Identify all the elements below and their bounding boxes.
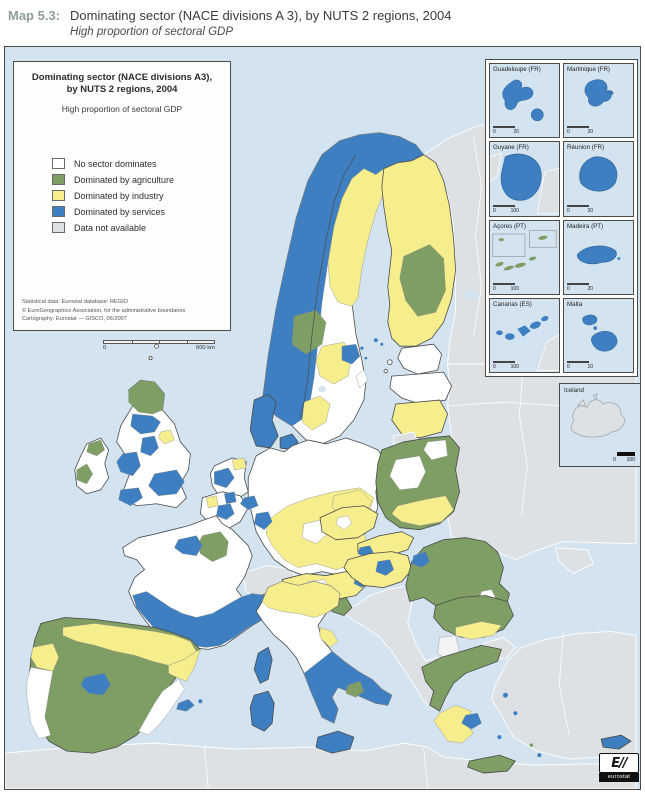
title-block xyxy=(70,8,452,38)
aland-1 xyxy=(374,338,378,342)
inset-label: Martinique (FR) xyxy=(567,66,610,73)
inset-label: Guyane (FR) xyxy=(493,144,529,152)
legend-title-line1: Dominating sector (NACE divisions A3), xyxy=(31,72,213,83)
page-title: Dominating sector (NACE divisions A 3), by NUTS 2 regions, 2004 xyxy=(70,8,452,23)
credit-line-3: Cartography: Eurostat — GISCO, 06/2007 xyxy=(22,316,127,323)
inset-martinique xyxy=(563,63,634,138)
credit-line-2: © EuroGeographics Association, for the administrative boundaries xyxy=(22,307,186,314)
inset-iceland xyxy=(559,383,641,467)
credit-line-1: Statistical data: Eurostat database: REGIO xyxy=(22,299,129,306)
eurostat-logo-glyph-box xyxy=(599,753,639,773)
inset-label: Réunion (FR) xyxy=(567,144,605,152)
legend-items xyxy=(52,156,222,236)
inset-scale: 0 20 xyxy=(567,205,593,214)
page-subtitle: High proportion of sectoral GDP xyxy=(70,26,234,38)
inset-reunion xyxy=(563,141,634,216)
map-number: Map 5.3: xyxy=(8,8,61,23)
inset-malta xyxy=(563,298,634,373)
region-lithuania xyxy=(392,400,448,438)
inset-guadeloupe xyxy=(489,63,560,138)
estonia-island-1 xyxy=(387,360,392,365)
swatch-no-sector xyxy=(52,158,65,169)
balearics-minorca xyxy=(198,699,202,703)
legend-item-services xyxy=(52,204,222,220)
inset-label: Guadeloupe (FR) xyxy=(493,66,541,73)
stockholm-archipelago-1 xyxy=(360,347,363,350)
scalebar-end: 600 km xyxy=(195,345,215,351)
aegean-island-3 xyxy=(497,735,501,739)
inset-scale: 0 100 xyxy=(493,205,519,214)
page-header xyxy=(8,8,608,38)
lake-ladoga xyxy=(465,289,479,299)
swatch-agriculture xyxy=(52,174,65,185)
inset-acores xyxy=(489,220,560,295)
aegean-island-2 xyxy=(513,711,517,715)
orkney xyxy=(149,357,152,360)
inset-label: Açores (PT) xyxy=(493,222,527,230)
legend-label: Data not available xyxy=(74,222,147,233)
inset-label: Malta xyxy=(567,300,583,308)
inset-scale: 0 20 xyxy=(567,126,593,135)
inset-madeira xyxy=(563,220,634,295)
map-legend xyxy=(13,61,231,331)
inset-scale: 0 100 xyxy=(493,283,519,292)
legend-item-agriculture xyxy=(52,172,222,188)
scalebar-start: 0 xyxy=(103,345,107,351)
region-antwerp xyxy=(224,492,236,504)
legend-label: No sector dominates xyxy=(74,158,157,169)
region-sardinia xyxy=(250,691,274,731)
inset-label: Iceland xyxy=(564,387,584,394)
swatch-industry xyxy=(52,190,65,201)
inset-scale: 0 20 xyxy=(493,126,519,135)
legend-label: Dominated by industry xyxy=(74,190,164,201)
legend-credits xyxy=(22,298,222,324)
eurostat-logo-text: eurostat xyxy=(599,773,639,782)
legend-label: Dominated by agriculture xyxy=(74,174,175,185)
inset-label: Canarias (ES) xyxy=(493,300,532,308)
inset-scale: 0 20 xyxy=(567,283,593,292)
region-groningen xyxy=(232,458,246,470)
map-frame xyxy=(4,46,641,790)
legend-item-na xyxy=(52,220,222,236)
legend-item-no-sector xyxy=(52,156,222,172)
estonia-island-2 xyxy=(384,369,388,373)
legend-title xyxy=(22,72,222,97)
legend-item-industry xyxy=(52,188,222,204)
aegean-island-green xyxy=(530,743,534,747)
inset-label: Madeira (PT) xyxy=(567,222,604,230)
map-scalebar xyxy=(103,340,215,351)
inset-canarias xyxy=(489,298,560,373)
inset-guyane xyxy=(489,141,560,216)
legend-subtitle: High proportion of sectoral GDP xyxy=(61,103,183,114)
legend-label: Dominated by services xyxy=(74,206,166,217)
swatch-na xyxy=(52,222,65,233)
stockholm-archipelago-2 xyxy=(364,357,367,360)
inset-scale: 0 100 xyxy=(613,452,635,463)
inset-scale: 0 100 xyxy=(493,361,519,370)
lake-vanern xyxy=(318,386,326,392)
eurostat-logo xyxy=(599,753,639,783)
eurostat-logo-icon: E// xyxy=(611,755,627,771)
aland-2 xyxy=(380,343,383,346)
rhodes xyxy=(537,753,541,757)
legend-title-line2: by NUTS 2 regions, 2004 xyxy=(66,84,178,96)
inset-scale: 0 10 xyxy=(567,361,593,370)
region-flanders-west xyxy=(206,496,218,508)
aegean-island-1 xyxy=(503,693,508,698)
scalebar-bar xyxy=(103,340,215,344)
swatch-services xyxy=(52,206,65,217)
inset-panel xyxy=(485,59,638,377)
